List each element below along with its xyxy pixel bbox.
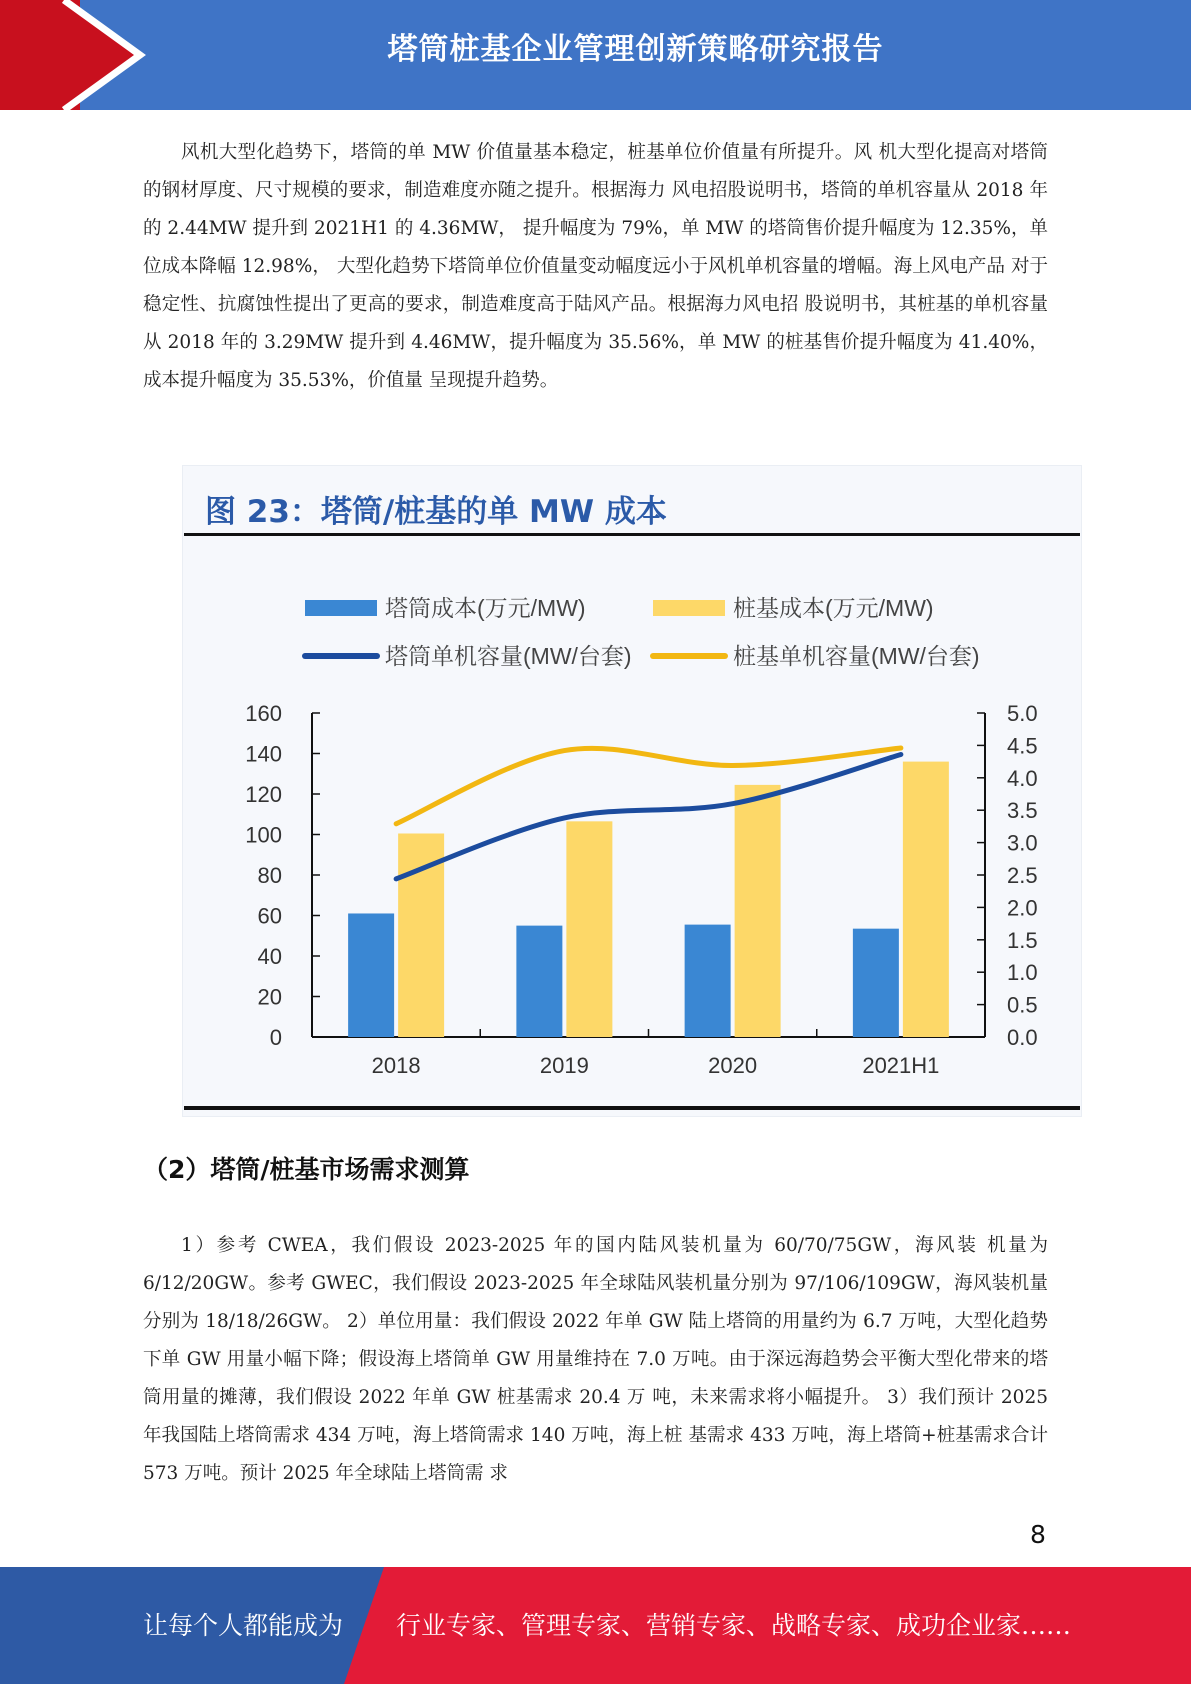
cost-chart [183, 466, 1081, 1106]
legend-label-3: 桩基单机容量(MW/台套) [733, 643, 980, 669]
section-heading: （2）塔筒/桩基市场需求测算 [143, 1155, 470, 1184]
bar-pile-cost-2 [735, 785, 781, 1037]
y-left-tick-label-7: 140 [245, 741, 282, 767]
footer-slogan-right: 行业专家、管理专家、营销专家、战略专家、成功企业家…… [396, 1611, 1072, 1640]
bar-tower-cost-1 [516, 926, 562, 1037]
y-right-tick-label-10: 5.0 [1007, 701, 1038, 726]
y-right-tick-label-1: 0.5 [1007, 992, 1038, 1018]
y-right-tick-label-6: 3.0 [1007, 830, 1038, 856]
y-left-tick-label-0: 0 [269, 1025, 282, 1050]
bar-tower-cost-3 [853, 929, 899, 1037]
legend-swatch-0 [305, 600, 377, 616]
bar-pile-cost-1 [566, 821, 612, 1037]
x-tick-label-0: 2018 [371, 1053, 421, 1078]
footer-slogan-left: 让每个人都能成为 [143, 1611, 344, 1640]
y-left-tick-label-8: 160 [245, 701, 282, 726]
figure-bottom-rule [184, 1106, 1080, 1110]
y-right-tick-label-7: 3.5 [1007, 798, 1038, 824]
y-right-tick-label-8: 4.0 [1007, 765, 1038, 791]
legend-label-0: 塔筒成本(万元/MW) [385, 595, 586, 621]
y-right-tick-label-3: 1.5 [1007, 927, 1038, 953]
y-left-tick-label-6: 120 [245, 782, 282, 807]
intro-paragraph: 风机大型化趋势下，塔筒的单 MW 价值量基本稳定，桩基单位价值量有所提升。风 机大型化提高对塔筒的钢材厚度、尺寸规模的要求，制造难度亦随之提升。根据海力 风电招股说明书，塔筒的单机容量从 2018 年的 2.44MW 提升到 2021H1 的 4.36MW， 提升幅度为 79%，单 MW 的塔筒售价提升幅度为 12.35%，单位成本降幅 12.98%， 大型化趋势下塔筒单位价值量变动幅度远小于风机单机容量的增幅。海上风电产品 对于稳定性、抗腐蚀性提出了更高的要求，制造难度高于陆风产品。根据海力风电招 股说明书，其桩基的单机容量从 2018 年的 3.29MW 提升到 4.46MW，提升幅度为 35.56%，单 MW 的桩基售价提升幅度为 41.40%，成本提升幅度为 35.53%，价值量 呈现提升趋势。 [143, 142, 1048, 391]
page-header [0, 0, 1191, 110]
x-tick-label-3: 2021H1 [862, 1053, 940, 1078]
figure-23 [182, 465, 1082, 1117]
line-tower-capacity [396, 754, 901, 878]
bar-tower-cost-2 [685, 925, 731, 1037]
y-right-tick-label-2: 1.0 [1007, 960, 1038, 986]
y-right-tick-label-5: 2.5 [1007, 863, 1038, 888]
legend-swatch-1 [653, 600, 725, 616]
y-left-tick-label-1: 20 [257, 984, 282, 1010]
y-left-tick-label-2: 40 [257, 944, 282, 969]
y-left-tick-label-3: 60 [257, 903, 282, 929]
page-number: 8 [1030, 1520, 1046, 1549]
figure-title: 图 23：塔筒/桩基的单 MW 成本 [205, 494, 667, 530]
y-left-tick-label-5: 100 [245, 822, 282, 848]
report-title: 塔筒桩基企业管理创新策略研究报告 [387, 32, 884, 67]
y-right-tick-label-9: 4.5 [1007, 733, 1038, 759]
bar-tower-cost-0 [348, 913, 394, 1037]
bar-pile-cost-3 [903, 762, 949, 1037]
y-right-tick-label-4: 2.0 [1007, 895, 1038, 921]
section2-paragraph: 1）参考 CWEA，我们假设 2023-2025 年的国内陆风装机量为 60/70/75GW，海风装 机量为 6/12/20GW。参考 GWEC，我们假设 2023-2025 年全球陆风装机量分别为 97/106/109GW，海风装机量分别为 18/18/26GW。 2）单位用量：我们假设 2022 年单 GW 陆上塔筒的用量约为 6.7 万吨，大型化趋势 下单 GW 用量小幅下降；假设海上塔筒单 GW 用量维持在 7.0 万吨。由于深远海趋势会平衡大型化带来的塔筒用量的摊薄，我们假设 2022 年单 GW 桩基需求 20.4 万 吨，未来需求将小幅提升。 3）我们预计 2025 年我国陆上塔筒需求 434 万吨，海上塔筒需求 140 万吨，海上桩 基需求 433 万吨，海上塔筒+桩基需求合计 573 万吨。预计 2025 年全球陆上塔筒需 求 [143, 1235, 1048, 1484]
y-right-tick-label-0: 0.0 [1007, 1025, 1038, 1050]
x-tick-label-2: 2020 [708, 1053, 758, 1078]
page-footer [0, 1567, 1191, 1684]
legend-label-2: 塔筒单机容量(MW/台套) [385, 643, 632, 669]
y-left-tick-label-4: 80 [257, 863, 282, 888]
legend-label-1: 桩基成本(万元/MW) [733, 595, 934, 621]
x-tick-label-1: 2019 [539, 1053, 589, 1078]
